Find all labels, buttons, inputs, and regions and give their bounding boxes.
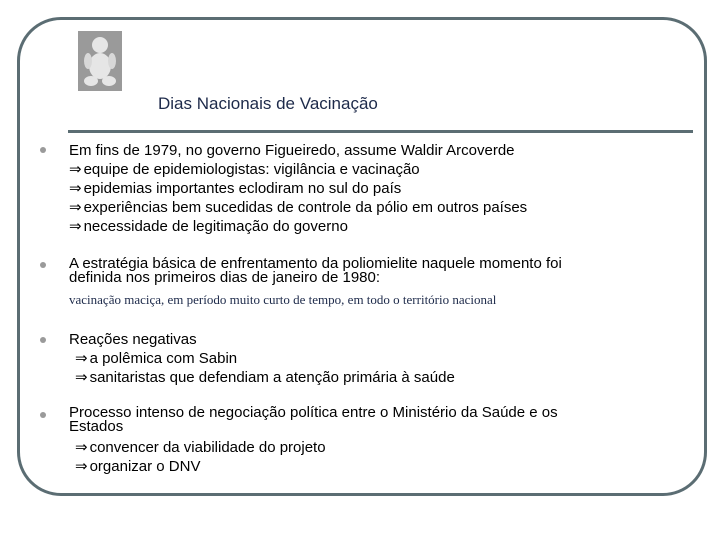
bullet-2-note: vacinação maciça, em período muito curto de tempo, em todo o território nacional (69, 292, 497, 307)
bullet-1-heading: Em fins de 1979, no governo Figueiredo, assume Waldir Arcoverde (69, 142, 515, 159)
implies-arrow-icon: ⇒ (75, 349, 88, 367)
implies-arrow-icon: ⇒ (69, 160, 82, 178)
bullet-4-sub-1: ⇒ convencer da viabilidade do projeto (75, 438, 326, 456)
implies-arrow-icon: ⇒ (75, 438, 88, 456)
slide-title: Dias Nacionais de Vacinação (158, 94, 378, 113)
bullet-1-sub-3: ⇒ experiências bem sucedidas de controle da pólio em outros países (69, 198, 528, 216)
bullet-3-sub-2: ⇒ sanitaristas que defendiam a atenção primária à saúde (75, 368, 455, 386)
bullet-1-sub-1: ⇒ equipe de epidemiologistas: vigilância e vacinação (69, 160, 420, 178)
bullet-2 (69, 257, 669, 285)
title-rule (68, 130, 693, 133)
bullet-3-heading: Reações negativas (69, 331, 197, 348)
bullet-1-sub-4: ⇒ necessidade de legitimação do governo (69, 217, 348, 235)
bullet-4-heading-line-1: Processo intenso de negociação política entre o Ministério da Saúde e os (69, 404, 558, 421)
bullet-2-heading-line-2: definida nos primeiros dias de janeiro de 1980: (69, 269, 381, 286)
implies-arrow-icon: ⇒ (69, 179, 82, 197)
bullet-3 (69, 330, 669, 387)
implies-arrow-icon: ⇒ (75, 368, 88, 386)
bullet-4-sub-2: ⇒ organizar o DNV (75, 457, 201, 475)
bullet-4-heading-line-2: Estados (69, 418, 124, 435)
bullet-3-sub-1: ⇒ a polêmica com Sabin (75, 349, 238, 367)
implies-arrow-icon: ⇒ (75, 457, 88, 475)
bullet-dot (40, 412, 46, 418)
baby-logo-icon (78, 31, 122, 91)
bullet-4 (69, 406, 669, 476)
bullet-dot (40, 147, 46, 153)
bullet-1 (69, 141, 669, 236)
bullet-1-sub-2: ⇒ epidemias importantes eclodiram no sul do país (69, 179, 402, 197)
implies-arrow-icon: ⇒ (69, 198, 82, 216)
bullet-2-heading-line-1: A estratégia básica de enfrentamento da poliomielite naquele momento foi (69, 255, 562, 272)
implies-arrow-icon: ⇒ (69, 217, 82, 235)
bullet-dot (40, 337, 46, 343)
bullet-dot (40, 262, 46, 268)
